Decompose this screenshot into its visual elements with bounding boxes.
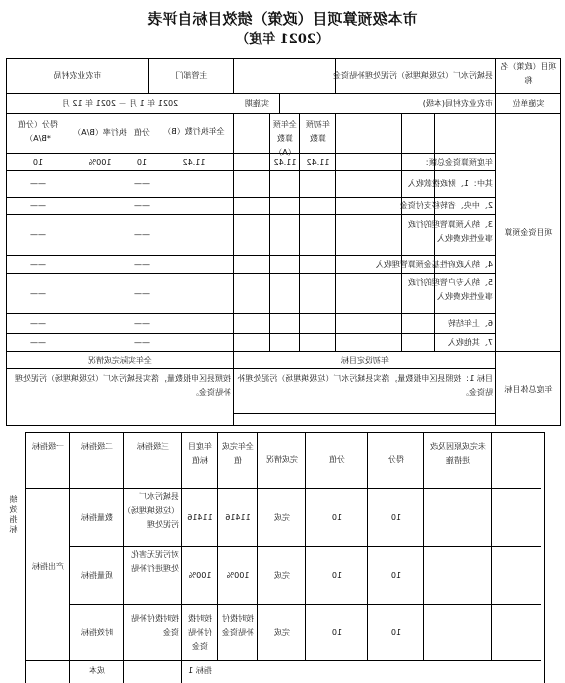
- status-timeliness: 完成: [274, 628, 290, 637]
- header-executed: 全年执行数（B）: [163, 127, 225, 136]
- ind-header: 全年完成值: [222, 442, 254, 465]
- project-name-value: 县城污水厂（垃圾填埋场）污泥处理补贴资金: [333, 71, 493, 80]
- l3-timeliness: 按时拨付补贴资金: [131, 614, 179, 637]
- target-quantity: 11416: [187, 513, 213, 522]
- dash: ——: [134, 260, 150, 269]
- budget-row-label: 6、上年结转: [447, 319, 493, 328]
- cost-sub: 指标 1: [188, 666, 212, 675]
- dash: ——: [134, 179, 150, 188]
- dash: ——: [30, 230, 46, 239]
- budget-row-label: 其中：1、财政拨款收入: [407, 179, 493, 188]
- dash: ——: [30, 179, 46, 188]
- header-annual-budget: 全年预算数（A）: [273, 120, 297, 157]
- val-initial-budget: 11.42: [306, 158, 330, 167]
- target-timeliness: 按时拨付补贴资金: [188, 614, 212, 651]
- goals-section-label: 年度总体目标: [504, 385, 553, 394]
- budget-row-label: 4、纳入政府性基金预算管理收入: [375, 260, 493, 269]
- unit-value: 市农业农村局(本级): [422, 99, 493, 108]
- dept-label: 主管部门: [175, 71, 208, 80]
- header-points: 得分（分值*B/A）: [18, 120, 58, 143]
- got-quantity: 10: [390, 513, 402, 522]
- val-executed: 11.42: [182, 158, 206, 167]
- dash: ——: [134, 201, 150, 210]
- status-quantity: 完成: [274, 513, 290, 522]
- project-name-label: 项目（政策）名称: [500, 62, 557, 85]
- ind-header: 完成情况: [266, 455, 298, 464]
- budget-section-label: 项目资金预算: [504, 228, 553, 237]
- goals-actual-text: 按照县区申报数量，落实县城污水厂（垃圾填埋场）污泥处理补贴资金。: [15, 374, 231, 397]
- ind-header: 得分: [388, 455, 404, 464]
- dash: ——: [134, 338, 150, 347]
- val-exec-rate: 100%: [88, 158, 112, 167]
- score-quantity: 10: [331, 513, 343, 522]
- dash: ——: [134, 289, 150, 298]
- got-timeliness: 10: [390, 628, 402, 637]
- target-quality: 100%: [188, 571, 212, 580]
- l2-quantity: 数量指标: [81, 513, 113, 522]
- actual-timeliness: 按时拨付补贴资金: [222, 614, 254, 637]
- score-timeliness: 10: [331, 628, 343, 637]
- goals-actual-header: 全年实际完成情况: [88, 356, 152, 365]
- ind-header: 分值: [329, 455, 345, 464]
- ind-header: 一级指标: [32, 442, 64, 451]
- period-value: 2021 年 1 月 － 2021 年 12 月: [61, 99, 179, 108]
- l3-quantity: 县城污水厂（垃圾填埋场）污泥处理: [127, 492, 179, 529]
- header-initial-budget: 年初预算数: [306, 120, 330, 143]
- val-score: 10: [136, 158, 148, 167]
- budget-row-label: 5、纳入专户管理的行政事业性收费收入: [407, 278, 493, 301]
- got-quality: 10: [390, 571, 402, 580]
- unit-label: 实施单位: [512, 99, 545, 108]
- page-title: 市本级预算项目（政策）绩效目标自评表: [147, 10, 418, 28]
- dash: ——: [134, 230, 150, 239]
- score-quality: 10: [331, 571, 343, 580]
- actual-quantity: 11416: [225, 513, 251, 522]
- level1-output: 产出指标: [32, 562, 64, 571]
- goals-expected-header: 年初设定目标: [341, 356, 389, 365]
- cost-label: 成本: [89, 666, 105, 675]
- ind-header: 二级指标: [81, 442, 113, 451]
- dash: ——: [30, 201, 46, 210]
- status-quality: 完成: [274, 571, 290, 580]
- dept-value: 市农业农村局: [53, 71, 102, 80]
- ind-header: 三级指标: [137, 442, 169, 451]
- ind-header: 年度目标值: [188, 442, 212, 465]
- ind-header: 未完成原因及改进措施: [430, 442, 486, 465]
- header-score: 分值: [134, 128, 150, 137]
- val-points: 10: [32, 158, 44, 167]
- header-exec-rate: 执行率（B/A）: [73, 128, 127, 137]
- indicators-side-label: 绩效指标: [9, 495, 18, 535]
- budget-row-label: 2、中央、省转移支付资金: [399, 201, 493, 210]
- dash: ——: [30, 289, 46, 298]
- period-label: 实施期: [245, 99, 269, 108]
- l2-timeliness: 时效指标: [81, 628, 113, 637]
- dash: ——: [134, 319, 150, 328]
- budget-row-label: 7、其他收入: [447, 338, 493, 347]
- goals-expected-text: 目标 1：按照县区申报数量，落实县城污水厂（垃圾填埋场）污泥处理补贴资金。: [237, 374, 493, 397]
- budget-row-label: 3、纳入预算管理的行政事业性收费收入: [407, 220, 493, 243]
- page-subtitle: （2021 年度）: [236, 32, 329, 47]
- l2-quality: 质量指标: [81, 571, 113, 580]
- dash: ——: [30, 260, 46, 269]
- dash: ——: [30, 338, 46, 347]
- budget-row-label: 年度预算资金总额：: [421, 158, 493, 167]
- actual-quality: 100%: [226, 571, 250, 580]
- dash: ——: [30, 319, 46, 328]
- val-annual-budget: 11.42: [273, 158, 297, 167]
- l3-quality: 对污泥无害化处理进行补贴: [131, 550, 179, 573]
